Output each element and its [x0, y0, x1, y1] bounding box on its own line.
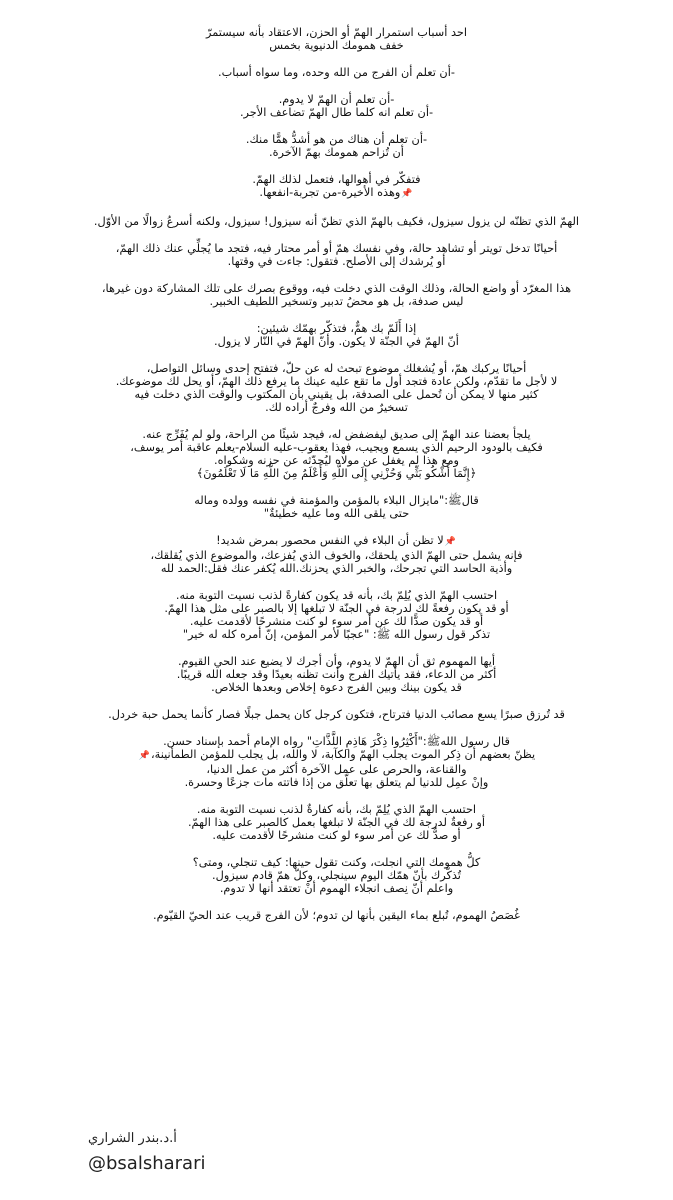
text-line: [14, 173, 659, 186]
paragraph: [14, 735, 659, 789]
document-body: [14, 26, 659, 936]
line-text: يلجأ بعضنا عند الهمّ إلى صديق ليفضفض له، فيجد شيئًا من الراحة، ولو لم يُفَرِّج عنه.: [142, 428, 531, 441]
author-handle: @bsalsharari: [88, 1153, 206, 1174]
line-text: وهذه الأخيرة-من تجربة-انفعها.: [259, 186, 401, 199]
line-text: أكثر من الدعاء، فقد يأتيك الفرج وأنت تظنه بعيدًا وقد جعله الله قريبًا.: [176, 668, 497, 681]
line-text: لا لأجل ما تقدّم، ولكن عادة فتجد أول ما تقع عليه عينك ما يرفع ذلك الهمّ، أو يحل لك موضوعك.: [115, 375, 558, 388]
line-text: واعلم أنّ نِصف انجلاء الهموم أنْ تعتقد أنها لا تدوم.: [219, 882, 454, 895]
text-line: [14, 215, 659, 228]
line-text: الهمّ الذي تظنّه لن يزول سيزول، فكيف بالهمّ الذي تظنّ أنه سيزول! سيزول، ولكنه أسرعُ زوالًا من الأوّل.: [93, 215, 580, 228]
line-text: هذا المغرّد أو واضع الحالة، وذلك الوقت الذي دخلت فيه، ووقوع بصرك على تلك المشاركة دون غيرها،: [101, 282, 572, 295]
text-line: [14, 628, 659, 641]
paragraph: [14, 66, 659, 79]
paragraph: [14, 909, 659, 922]
text-line: [14, 494, 659, 507]
text-line: [14, 829, 659, 842]
line-text: -أن تعلم أن الفرج من الله وحده، وما سواه أسباب.: [218, 66, 455, 79]
text-line: [14, 869, 659, 882]
line-text: فتفكّر في أهوالها، فتعمل لذلك الهمّ.: [252, 173, 421, 186]
pushpin-icon: 📌: [444, 537, 456, 547]
line-text: احد أسباب استمرار الهمّ أو الحزن، الاعتقاد بأنه سيستمرّ: [205, 26, 468, 39]
text-line: [14, 322, 659, 335]
text-line: [14, 375, 659, 388]
paragraph: [14, 215, 659, 228]
line-text: ومع هذا لم يغفل عن مولاه ليُحدّثه عن حزنه وشكواه.: [214, 454, 459, 467]
text-line: [14, 255, 659, 268]
paragraph: [14, 589, 659, 641]
text-line: [14, 242, 659, 255]
text-line: [14, 388, 659, 401]
line-text: أو صدٌّ لك عن أمر سوء لو كنت منشرحًا لأقدمت عليه.: [212, 829, 461, 842]
paragraph: [14, 322, 659, 348]
text-line: [14, 735, 659, 748]
paragraph: [14, 655, 659, 694]
line-text: فإنه يشمل حتى الهمّ الذي يلحقك، والخوف الذي يُفزعك، والموضوع الذي يُقلقك،: [150, 549, 523, 562]
text-line: [14, 146, 659, 159]
line-text: احتسب الهمّ الذي يُلِمّ بك، بأنه كفارةٌ لذنب نسيت التوبة منه.: [196, 803, 477, 816]
line-text: تذكر قول رسول الله ﷺ: "عجبًا لأمر المؤمن، إنّ أمره كله له خير": [182, 628, 491, 641]
line-text: غُصَصُ الهموم، تُبلع بماء اليقين بأنها لن تدوم؛ لأن الفرج قريب عند الحيّ القيّوم.: [153, 909, 520, 922]
pushpin-icon: 📌: [401, 189, 413, 199]
text-line: [14, 93, 659, 106]
text-line: [14, 602, 659, 615]
text-line: [14, 401, 659, 414]
line-text: قال رسول اللهﷺ:"أَكْثِرُوا ذِكْرَ هَاذِمِ اللَّذَّاتِ" رواه الإمام أحمد بإسناد حسن.: [163, 735, 510, 748]
text-line: [14, 26, 659, 39]
line-text: احتسب الهمّ الذي يُلِمّ بك، بأنه قد يكون كفارةً لذنب نسيت التوبة منه.: [175, 589, 498, 602]
text-line: [14, 66, 659, 79]
paragraph: [14, 93, 659, 119]
line-text: يظنّ بعضهم أن ذِكر الموت يجلب الهمّ والكآبة، لا والله، بل يجلب للمؤمن الطمأنينة،: [151, 748, 536, 761]
paragraph: [14, 708, 659, 721]
line-text: ﴿إِنَّمَا أَشْكُو بَثِّي وَحُزْنِي إِلَى اللَّهِ وَأَعْلَمُ مِنَ اللَّهِ مَا لَا تَعْلَمُونَ﴾: [196, 467, 477, 480]
line-text: إذا أَلَمّ بك همٌّ، فتذكّر بهمّك شيئين:: [256, 322, 417, 335]
paragraph: [14, 26, 659, 52]
paragraph: [14, 494, 659, 520]
paragraph: [14, 282, 659, 308]
line-text: -أن تعلم أن هناك من هو أشدُّ همًّا منك.: [245, 133, 428, 146]
author-name: أ.د.بندر الشراري: [88, 1131, 177, 1146]
line-text: تُذكّرك بأنّ همّك اليوم سينجلي، وكلّ همّ قادم سيزول.: [212, 869, 461, 882]
line-text: أو رفعةٌ لدرجة لك في الجنّة لا تبلغها بعمل كالصبر على هذا الهمّ.: [187, 816, 486, 829]
paragraph: [14, 803, 659, 842]
text-line: [14, 106, 659, 119]
text-line: [14, 362, 659, 375]
paragraph: [14, 856, 659, 895]
pushpin-icon: 📌: [138, 751, 151, 761]
paragraph: [14, 242, 659, 268]
line-text: أن تُزاحم همومك بهمّ الآخرة.: [269, 146, 404, 159]
line-text: أنّ الهمّ في الجنّة لا يكون. وأنّ الهمّ في النّار لا يزول.: [214, 335, 459, 348]
line-text: أحيانًا يركبك همّ، أو يُشغلك موضوع تبحث له عن حلّ، فتفتح إحدى وسائل التواصل،: [146, 362, 527, 375]
text-line: [14, 589, 659, 602]
line-text: -أن تعلم انه كلما طال الهمّ تضاعف الأجر.: [239, 106, 434, 119]
line-text: كلُّ همومك التي انجلت، وكنت تقول حينها: كيف تنجلي، ومتى؟: [192, 856, 481, 869]
text-line: [14, 668, 659, 681]
text-line: [14, 655, 659, 668]
text-line: [14, 335, 659, 348]
line-text: والقناعة، والحرص على عمل الآخرة أكثر من عمل الدنيا،: [206, 763, 467, 776]
text-line: [14, 562, 659, 575]
signature-block: [88, 1131, 206, 1174]
text-line: [14, 615, 659, 628]
text-line: [14, 441, 659, 454]
text-line: [14, 39, 659, 52]
paragraph: [14, 362, 659, 414]
text-line: [14, 282, 659, 295]
line-text: وإنْ عمِل للدنيا لم يتعلق بها تعلّق من إذا فاتته مات جزعًا وحسرة.: [184, 776, 489, 789]
line-text: أحيانًا تدخل تويتر أو تشاهد حالة، وفي نفسك همّ أو أمر محتار فيه، فتجد ما يُجلِّي عنك ذلك الهمّ،: [115, 242, 558, 255]
text-line: [14, 428, 659, 441]
text-line: [14, 882, 659, 895]
text-line: [14, 763, 659, 776]
paragraph: [14, 534, 659, 575]
text-line: [14, 748, 659, 763]
line-text: أو قد يكون رفعةً لك لدرجة في الجنّة لا تبلغها إلا بالصبر على مثل هذا الهمّ.: [164, 602, 509, 615]
text-line: [14, 133, 659, 146]
line-text: وأذية الحاسد التي تجرحك، والخبر الذي يحزنك.الله يُكفر عنك فقل:الحمد لله: [160, 562, 513, 575]
line-text: أو يُرشدك إلى الأصلح. فتقول: جاءت في وقتها.: [227, 255, 446, 268]
text-line: [14, 856, 659, 869]
line-text: كثير منها لا يمكن أن تُحمل على الصدفة، بل يقيني بأن المكتوب والوقت الذي دخلت فيه: [134, 388, 539, 401]
line-text: قد تُرزق صبرًا يسع مصائب الدنيا فترتاح، فتكون كرجل كان يحمل جبلًا فصار كأنما يحمل حبة خردل.: [108, 708, 565, 721]
line-text: حتى يلقى الله وما عليه خطيئةٌ": [263, 507, 410, 520]
text-line: [14, 803, 659, 816]
text-line: [14, 534, 659, 549]
text-line: [14, 681, 659, 694]
text-line: [14, 186, 659, 201]
line-text: ليس صدفة، بل هو محضُ تدبير وتسخير اللطيف الخبير.: [209, 295, 464, 308]
paragraph: [14, 133, 659, 159]
paragraph: [14, 173, 659, 201]
line-text: أيها المهموم ثق أن الهمّ لا يدوم، وأن أجرك لا يضيع عند الحي القيوم.: [177, 655, 496, 668]
line-text: فكيف بالودود الرحيم الذي يسمع ويجيب، فهذا يعقوب-عليه السلام-يعلم عاقبة أمر يوسف،: [130, 441, 543, 454]
line-text: أو قد يكون صدًّا لك عن أمر سوء لو كنت منشرحًا لأقدمت عليه.: [189, 615, 484, 628]
text-line: [14, 454, 659, 467]
line-text: قالﷺ:"مايزال البلاء بالمؤمن والمؤمنة في نفسه وولده وماله: [194, 494, 479, 507]
text-line: [14, 295, 659, 308]
text-line: [14, 909, 659, 922]
text-line: [14, 549, 659, 562]
line-text: لا تظن أن البلاء في النفس محصور بمرض شديد!: [216, 534, 444, 547]
line-text: -أن تعلم أن الهمّ لا يدوم.: [278, 93, 395, 106]
line-text: خفف همومك الدنيوية بخمس: [269, 39, 404, 52]
text-line: [14, 776, 659, 789]
text-line: [14, 467, 659, 480]
line-text: قد يكون بينك وبين الفرج دعوة إخلاص وبعدها الخلاص.: [211, 681, 462, 694]
text-line: [14, 708, 659, 721]
text-line: [14, 816, 659, 829]
text-line: [14, 507, 659, 520]
paragraph: [14, 428, 659, 480]
line-text: تسخيرٌ من الله وفرجٌ أراده لك.: [265, 401, 408, 414]
